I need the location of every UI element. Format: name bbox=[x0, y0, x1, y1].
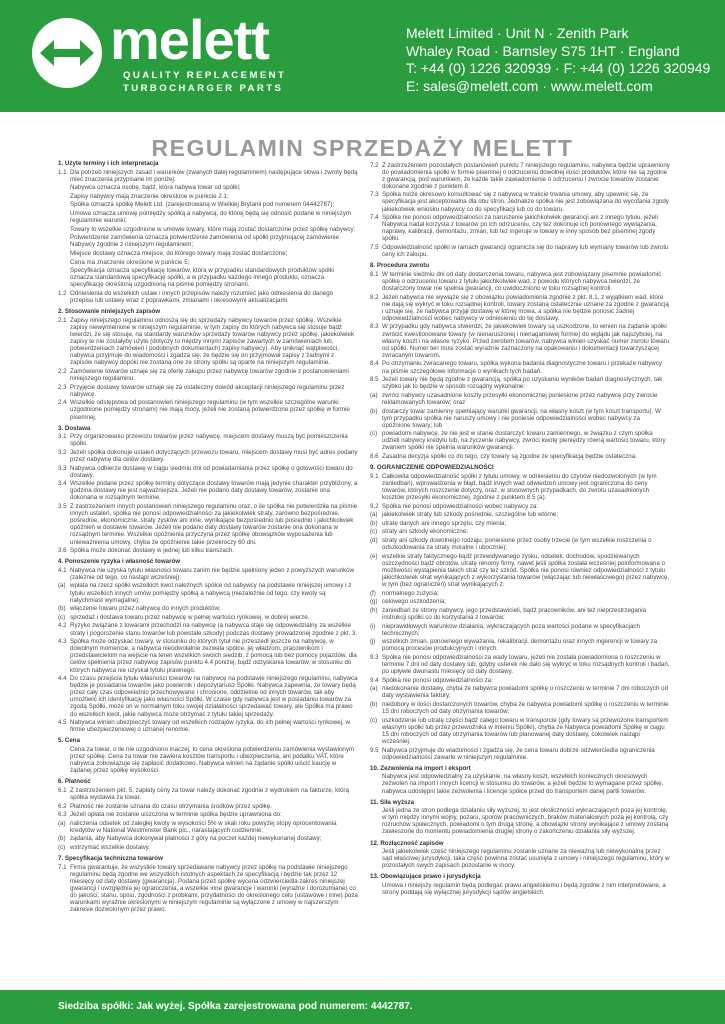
clause bbox=[370, 717, 670, 745]
clause bbox=[58, 567, 358, 581]
clause-text: normalnego zużycia; bbox=[382, 589, 439, 597]
clause-number: (c) bbox=[370, 430, 378, 438]
clause bbox=[370, 503, 670, 510]
clause bbox=[58, 480, 358, 501]
clause-number: (b) bbox=[58, 835, 66, 843]
clause-number: 4.5 bbox=[58, 719, 67, 727]
clause-number: (b) bbox=[58, 605, 66, 613]
clause bbox=[370, 191, 670, 212]
clause-text: żądania, aby Nabywca dokonywał płatności z góry na poczet każdej niewykonanej dostawy; bbox=[70, 835, 322, 843]
clause-number: 3.5 bbox=[58, 503, 67, 511]
right-column bbox=[370, 160, 670, 896]
paragraph: Jeśli jakiekolwiek część niniejszego regulaminu zostanie uznane za nieważną lub niewykonalną przez sąd właściwej jurysdykcji, taka część powinna zostać usunięta z umowy i niniejszego regulaminu, który w pozostałych swych zapisach pozostanie w mocy. bbox=[382, 848, 670, 870]
clause-text: zaniedbań ze strony nabywcy, jego przedstawicieli, bądź pracowników, ani też nieprzestrzegania instrukcji spółki co do korzystania z towarów; bbox=[382, 606, 647, 621]
section-heading: 1. Użyte terminy i ich interpretacja bbox=[58, 160, 159, 167]
clause-text: Nabywca winien ubezpieczyć towary od wszelkich rodzajów ryzyka, do ich pełnej wartości rynkowej, w firmie ubezpieczeniowej o uznanej renomie. bbox=[70, 719, 350, 734]
clause-number: 4.2 bbox=[58, 622, 67, 630]
clause-text: Z zastrzeżeniem innych postanowień niniejszego regulaminu oraz, o ile spółka nie potwierdziła na piśmie innych ustaleń, spółka nie ponosi odpowiedzialności za jakiekolwiek straty, zarówno bezpośrednie, pośrednie, ekonomiczne, straty zysków ani inne, wynikające bezpośrednio lub pośrednio i jakichkolwiek opóźnień w dostawie towarów. Jeżeli nie podano daty dostawy towarów zostanie ona dokonana w rozsądnym terminie. Wszelkie opóźnienia przyczyna przez spółkę obowiązków wyposażenia lub unieważnienia umowy, chyba że opóźnienie takie przekroczy 60 dni. bbox=[70, 503, 358, 546]
clause-number: 3.1 bbox=[58, 433, 67, 441]
clause-text: wszelkich zmian, ponownego wyważania, rekalibracji, demontażu oraz innych ingerencji w towary za pomocą procesów produkcyjnych i innych. bbox=[382, 638, 658, 653]
clause-text: Zamówienie towarów uznaje się za ofertę zakupu przez nabywcę towarów zgodnie z postanowieniami niniejszego regulaminu. bbox=[70, 367, 349, 383]
clause bbox=[370, 607, 670, 621]
clause-number: 8.5 bbox=[370, 376, 379, 384]
clause-number: (b) bbox=[370, 519, 378, 527]
clause bbox=[58, 675, 358, 718]
contact-phone-fax: T: +44 (0) 1226 320939 · F: +44 (0) 1226 320949 bbox=[406, 60, 711, 77]
clause bbox=[58, 290, 358, 304]
clause-number: 4.4 bbox=[58, 675, 67, 683]
clause-number: 9.1 bbox=[370, 472, 379, 480]
turbo-arrows-icon bbox=[40, 38, 94, 68]
clause bbox=[58, 582, 358, 603]
clause-text: nieprawidłowych warunków działania, wykraczających poza wartości podane w specyfikacjach technicznych; bbox=[382, 622, 640, 637]
paragraph: Nabywca jest odpowiedzialny za uzyskanie, na własny koszt, wszelkich koniecznych okresowych zezwoleń na import i innych licencji w stosunku do towarów, a jeżeli będzie to wymagane przez spółkę, nabywca udostępni takie zezwolenia i licencje spółce przed do transportem danej partii towarów. bbox=[382, 773, 664, 795]
clause-number: (c) bbox=[370, 528, 378, 536]
clause bbox=[370, 553, 670, 588]
clause bbox=[58, 384, 358, 398]
clause-text: straty ani szkody dowolnego rodzaju, poniesione przez osoby trzecie (w tym wszelkie roszczenia o odszkodowania za straty moralne i ubocznie); bbox=[382, 537, 652, 552]
clause-number: 9.2 bbox=[370, 502, 379, 510]
clause-number: 9.3 bbox=[370, 653, 379, 661]
clause bbox=[58, 465, 358, 479]
clause bbox=[370, 360, 670, 374]
clause-number: 3.2 bbox=[58, 448, 67, 456]
clause-text: Spółka może okresowo konsultować się z nabywcą w trakcie trwania umowy, aby upewnić się, że specyfikacja jest akceptowalna dla obu stron. Jednakże spółka nie jest zobowiązana do wycofania zgody jakiekolwiek wniosku nabywcy co do specyfikacji lub co do towaru. bbox=[382, 191, 669, 213]
clause-number: 7.5 bbox=[370, 244, 379, 252]
clause bbox=[58, 864, 358, 914]
clause bbox=[370, 162, 670, 190]
clause-text: niedokonanie dostawy, chyba że nabywca powiadomi spółkę o roszczeniu w terminie 7 dni roboczych od daty wystawienia faktury; bbox=[382, 685, 669, 700]
logo-tagline-1: QUALITY REPLACEMENT bbox=[123, 70, 287, 81]
clause-number: 1.1 bbox=[58, 168, 67, 176]
clause-number: (a) bbox=[370, 685, 378, 693]
section-heading: 5. Cena bbox=[58, 737, 81, 745]
clause bbox=[58, 835, 358, 842]
paragraph: Towary to wszelkie uzgodnione w umowie towary, które mają zostać dostarczone przez spółkę nabywcy; bbox=[70, 225, 356, 233]
clause-number: (d) bbox=[370, 537, 378, 544]
clause bbox=[370, 685, 670, 699]
clause bbox=[58, 614, 358, 621]
logo-circle bbox=[32, 18, 102, 88]
clause bbox=[370, 654, 670, 675]
paragraph: Umowa oznacza umowę pomiędzy spółką a nabywcą, do której będą się odnosić podane w niniejszym regulaminie warunki; bbox=[70, 210, 351, 225]
paragraph: Nabywca oznacza osobę, bądź, która nabywa towar od spółki; bbox=[70, 184, 241, 192]
clause-text: Po otrzymaniu zwracanego towaru, spółka wykona badania diagnostyczne towaru i przekaże nabywcy na piśmie szczegółowe informacje o wynikach tych badań. bbox=[382, 360, 662, 375]
clause-text: Firma gwarantuje, że wszystkie towary sprzedawane nabywcy przez spółkę na podstawie niniejszego regulaminu będą zgodne we wszystkich istotnych aspektach ze specyfikacją i będzie tak przez 12 miesięcy od daty dostawy (gwarancja). Podana przez spółkę wycena odzwierciedla zakres niniejszej gwarancji i uwzględnia jej ograniczenia, a wszelkie inne gwarancje i warunki (wyraźne i dorozumiane) co do jakości, stanu, opisu, zgodności z próbkami, przydatności do określonego celu (ustawowe i inne) poza warunkami wyraźnie określonymi w niniejszym regulaminie są wyłączone z umowy w najszerszym zakresie dozwolonym przez prawo. bbox=[70, 863, 358, 914]
clause-number: (c) bbox=[58, 613, 66, 621]
clause-text: jakiekolwiek straty lub szkody pośrednie, szczególne lub wtórne; bbox=[382, 511, 559, 519]
clause-text: wpłata na rzecz spółki wszelkich kwot należnych spółce od nabywcy na podstawie niniejszej umowy i z tytułu wszelkich innych umów pomiędzy spółką a nabywcą (niezależnie od tego, czy kwoty są natychmiast wymagalne); bbox=[70, 582, 352, 604]
header-banner bbox=[0, 0, 725, 112]
paragraph: Potwierdzenie zamówienia oznacza potwierdzenie zamówienia od spółki przyjmującej zamówienie Nabywcy zgodnie z niniejszym regulaminem; bbox=[70, 234, 339, 249]
clause bbox=[58, 503, 358, 546]
clause bbox=[58, 317, 358, 367]
paragraph: Cena ma znaczenie określone w punkcie 5; bbox=[70, 258, 190, 266]
clause bbox=[370, 520, 670, 527]
section-heading: 8. Procedura zwrotu bbox=[370, 262, 430, 270]
clause-number: 6.1 bbox=[58, 786, 67, 794]
clause-number: (e) bbox=[370, 552, 378, 560]
clause-number: 8.1 bbox=[370, 270, 379, 278]
clause-text: Zasadna decyzja spółki co do tego, czy towary są zgodne ze specyfikacją będzie ostateczna. bbox=[382, 453, 637, 461]
clause-text: uszkodzenie lub utratę części bądź całego towaru w transporcie (gdy towary są przewożone transportem własnym spółki lub przez przewoźnika w imieniu Spółki), chyba że Nabywca powiadomi Spółkę w ciągu 15 dni roboczych od daty otrzymania towarów lub planowanej daty dostawy, cokolwiek nastąpi wcześniej. bbox=[382, 716, 669, 745]
clause-number: (c) bbox=[370, 716, 378, 724]
clause-number: 6.3 bbox=[58, 811, 67, 819]
clause-number: 3.6 bbox=[58, 547, 67, 555]
clause bbox=[370, 323, 670, 358]
clause bbox=[370, 453, 670, 460]
clause bbox=[58, 368, 358, 382]
clause-number: (f) bbox=[370, 589, 376, 597]
clause bbox=[370, 214, 670, 242]
clause-number: 9.5 bbox=[370, 746, 379, 754]
clause bbox=[58, 803, 358, 810]
clause bbox=[58, 547, 358, 554]
clause bbox=[370, 376, 670, 390]
clause bbox=[58, 811, 358, 818]
clause-number: (a) bbox=[370, 511, 378, 519]
clause-number: 9.4 bbox=[370, 676, 379, 684]
clause-number: (c) bbox=[58, 844, 66, 852]
clause-number: 8.2 bbox=[370, 293, 379, 301]
clause-number: 3.3 bbox=[58, 464, 67, 472]
section-heading: 12. Rozłączność zapisów bbox=[370, 839, 444, 847]
clause bbox=[58, 820, 358, 834]
clause-text: Płatność nie zostanie uznana do czasu otrzymania środków przez spółkę. bbox=[70, 802, 272, 810]
clause-text: straty ani szkody ekonomiczne; bbox=[382, 528, 468, 536]
clause-number: (a) bbox=[58, 819, 66, 827]
clause-number: 2.3 bbox=[58, 383, 67, 391]
section-heading: 6. Płatność bbox=[58, 778, 91, 786]
clause-number: 7.3 bbox=[370, 191, 379, 199]
clause-number: 1.2 bbox=[58, 290, 67, 297]
clause bbox=[58, 622, 358, 636]
clause-number: 3.4 bbox=[58, 480, 67, 488]
clause-text: wszelkie straty faktycznego bądź przewidywanego zysku, odsetek, dochodów, spodziewanych oszczędności bądź obrotów, utratę renomy firmy, nawet jeśli spółka została wcześniej poinformowana o możliwości wystąpienia takich strat czy też szkód. Spółka nie ponosi również odpowiedzialności z tytułu jakichkolwiek strat wynikających z wykorzystania towarów (włączając lub niewłaściwego) przez nabywcę, w tym (bez ograniczeń) strat wynikających z: bbox=[382, 552, 670, 589]
logo-wordmark: melett bbox=[110, 8, 269, 71]
clause bbox=[58, 787, 358, 801]
clause-text: Odpowiedzialność spółki w ramach gwarancji ogranicza się do naprawy lub wymiany towarów lub zwrotu ceny ich zakupu. bbox=[382, 244, 669, 259]
clause-number: 4.3 bbox=[58, 638, 67, 646]
clause-text: Spółka nie ponosi odpowiedzialności wobec nabywcy za: bbox=[382, 502, 539, 510]
clause-number: (a) bbox=[58, 582, 66, 590]
clause-text: Nabywca nie uzyska tytułu własności towaru zanim nie będzie spełniony jeden z powyższych warunków (zależnie od tego, co nastąpi wcześniej): bbox=[70, 566, 355, 581]
clause bbox=[370, 392, 670, 406]
section-heading: 3. Dostawa bbox=[58, 424, 91, 432]
clause-number: 2.2 bbox=[58, 367, 67, 375]
clause bbox=[370, 623, 670, 637]
clause bbox=[58, 638, 358, 673]
section-heading: 9. OGRANICZENIE ODPOWIEDZIALNOŚCI bbox=[370, 464, 494, 472]
clause-text: włączenie towaru przez nabywcę do innych produktów; bbox=[70, 605, 221, 613]
clause bbox=[58, 449, 358, 463]
clause bbox=[370, 701, 670, 715]
document-title: REGULAMIN SPRZEDAŻY MELETT bbox=[151, 135, 574, 161]
clause bbox=[58, 844, 358, 851]
left-column bbox=[58, 160, 358, 913]
clause-text: Do czasu przejścia tytułu własności towarów na nabywcę na podstawie niniejszego regulaminu, nabywca będzie je posiadania towarów jako powiernik i depozytariusz Spółki. Nabywca zapewnia, że towary będą przez cały czas odpowiednio przechowywane i chronione, oddzielnie od innych towarów, tak aby umożliwić ich identyfikację jako własności Spółki. W czasie gdy nabywca jest w posiadaniu towarów za zgodą Spółki, może on w normalnym toku swojej działalności sprzedawać towary, ale Spółka ma prawo do wszelkich kwot, jakie nabywca może otrzymać z tytułu takiej sprzedaży. bbox=[70, 675, 358, 718]
contact-block bbox=[406, 25, 710, 95]
clause-number: 7.1 bbox=[58, 863, 67, 871]
clause-text: utratę danych ani innego sprzętu, czy mienia; bbox=[382, 519, 507, 527]
clause-text: Całkowita odpowiedzialność spółki z tytułu umowy, w odniesieniu do czynów niedozwolonych (w tym zaniedbań), wprowadzenia w błąd, bądź innych wad odwiedzeń umowy jest ograniczona do ceny towarów, których roszczenie dotyczy, oraz, w stosownych przypadkach, do zwrotu uzasadnionych kosztów przesyłki ekonomicznej, zgodnie z punktem 8.5 (a). bbox=[382, 472, 657, 502]
section-heading: 2. Stosowanie niniejszych zapisów bbox=[58, 308, 161, 316]
clause bbox=[370, 430, 670, 451]
clause bbox=[58, 399, 358, 420]
section-heading: 10. Zezwolenia na import i eksport bbox=[370, 764, 471, 772]
footer-bar: Siedziba spółki: Jak wyżej. Spółka zarejestrowana pod numerem: 4442787. bbox=[0, 990, 725, 1024]
clause-number: (h) bbox=[370, 606, 378, 614]
clause bbox=[58, 169, 358, 183]
clause-number: (b) bbox=[370, 700, 378, 708]
clause-text: Przyjęcie dostawy towarów uznaje się za ostateczny dowód akceptacji niniejszego regulaminu przez nabywcę. bbox=[70, 383, 345, 398]
paragraph: Spółka oznacza spółkę Melett Ltd. (zarejestrowaną w Wielkiej Brytanii pod numerem 04442787); bbox=[70, 201, 335, 209]
clause-text: Z zastrzeżeniem pozostałych postanowień punktu 7 niniejszego regulaminu, nabywca będzie uprawniony do powiadomienia spółki w formie pisemnej o odrzuceniu dowolnej ilości produktów, które nie są zgodne z gwarancją, pod warunkiem, że każde takie zawiadomienie o odrzuceniu i zwrocie towarów zostanie dokonane zgodnie z punktem 8. bbox=[382, 161, 670, 190]
clause-text: Odniesienia do wszelkich ustaw i innych przepisów należy rozumieć jako odniesienia do danego przepisu lub ustawy wraz z poprawkami, zmianami i okresowymi aktualizacjami. bbox=[70, 290, 334, 305]
clause-number: (b) bbox=[370, 407, 378, 415]
clause bbox=[370, 511, 670, 518]
clause-text: celowego uszkodzenia; bbox=[382, 598, 446, 606]
section-heading: 7. Specyfikacja techniczna towarów bbox=[58, 855, 163, 863]
clause-number: 8.6 bbox=[370, 453, 379, 461]
clause-text: Przy organizowaniu przewozu towarów przez nabywcę, miejscem dostawy muszą być pomieszczenia spółki. bbox=[70, 433, 348, 448]
section-heading: 11. Siła wyższa bbox=[370, 798, 415, 806]
clause-number: 7.4 bbox=[370, 214, 379, 222]
clause-text: Nabywca przyjmuje do wiadomości i zgadza się, że cena towaru dobrze odzwierciedla ograniczenia odpowiedzialności zawarte w niniejszym regulaminie. bbox=[382, 746, 655, 761]
clause bbox=[370, 590, 670, 597]
clause-text: Zapisy niniejszego regulaminu odnoszą się do sprzedaży nabywcy towarów przez spółkę. Wszelkie zapisy niewymienione w niniejszym regulaminie, w tym zapisy do których nabywca się stosuje bądź twierdzi, że się stosuje, na standardy warunków sprzedaży towarów nabywcy przez spółkę, jakiekolwiek zapisy te nie zostałyby użyte (dotyczy to między innymi zapisów zawartych w zamówieniach lub, potwierdzeniach zamówień i podobnych dokumentach) zapisy nabywcy). Aby uniknąć wątpliwości, nabywca przyjmuje do wiadomości i zgadza się, że będzie się on przyjmował zapisy z żadnymi z zapisów nabywcy dopóki nie zostaną one ze strony spółki są oparte na niniejszym regulaminie. bbox=[70, 316, 355, 367]
paragraph: Umowa i niniejszy regulamin będą podlegać prawu angielskiemu i będą zgodne z nim interpretowane, a strony poddają się wyłącznej jurysdykcji sądów angielskich. bbox=[382, 882, 666, 897]
paragraph: Miejsce dostawy oznacza miejsce, do którego towary mają zostać dostarczone; bbox=[70, 250, 288, 258]
clause-text: Spółka może dokonać dostawy w jednej lub kilku transzach. bbox=[70, 547, 235, 555]
contact-address-line-2: Whaley Road · Barnsley S75 1HT · England bbox=[406, 42, 680, 59]
clause-text: Jeżeli nabywca nie wywiąże się z obowiązku powiadomienia zgodnie z pkt. 8.1, z wyjątkiem wad, które nie dają się wykryć w toku rozsądnej kontroli, towary zostaną ostatecznie uznane za zgodne z gwarancją i uznaje się, że nabywca przyjął dostawę w której mowa, a spółka nie będzie ponosić żadnej odpowiedzialności wobec nabywcy w odniesieniu do tej dostawy. bbox=[382, 293, 669, 322]
clause bbox=[370, 638, 670, 652]
paragraph: Cena za towar, o ile nie uzgodniono inaczej, to cena określona potwierdzeniu zamówienia wystawionym przez spółkę. Cena za towar nie zawiera kosztów transportu i ubezpieczenia, ani podatku VAT, które nabywca zobowiązuje się zapłacić dodatkowo. Nabywca winien na żądanie spółki uiścić kaucję w żądanej przez spółkę wysokości. bbox=[70, 745, 355, 775]
clause bbox=[370, 598, 670, 605]
clause-number: (g) bbox=[370, 598, 378, 606]
clause-text: niedobory w ilości dostarczonych towarów, chyba że nabywca powiadomi spółkę o roszczeniu w terminie 15 dni roboczych od daty otrzymania towarów; bbox=[382, 700, 669, 716]
clause-number: 7.2 bbox=[370, 161, 379, 169]
clause bbox=[370, 537, 670, 551]
clause-number: (a) bbox=[370, 391, 378, 399]
clause bbox=[370, 528, 670, 535]
clause-text: Nabywca odbierze dostawę w ciągu siedmiu dni od powiadamiania przez spółkę o gotowości towaru do dostawy. bbox=[70, 464, 353, 479]
clause bbox=[58, 605, 358, 612]
clause-text: Jeżeli towary nie będą zgodne z gwarancją, spółka po uzyskaniu wyników badań diagnostycznych, tak szybko jak to będzie w sposób rozsądny wykonalne: bbox=[382, 376, 663, 391]
clause bbox=[370, 408, 670, 429]
clause-number: 2.1 bbox=[58, 316, 67, 324]
clause bbox=[370, 473, 670, 501]
clause-text: sprzedaż i dostawa towaru przez nabywcę w pełnej wartości rynkowej, w dobrej wierze. bbox=[70, 613, 310, 621]
contact-email-web[interactable]: E: sales@melett.com · www.melett.com bbox=[406, 77, 653, 94]
clause-number: 8.3 bbox=[370, 323, 379, 331]
contact-address-line-1: Melett Limited · Unit N · Zenith Park bbox=[406, 25, 629, 41]
clause bbox=[370, 294, 670, 322]
clause-number: 4.1 bbox=[58, 566, 67, 574]
clause-text: powiadomi nabywcę, że nie jest w stanie dostarczyć towaru zamiennego, w związku z czym spółka udzieli nabywcy kredytu lub, na życzenie nabywcy, zwróci kwotę pieniędzy równą wartości towaru, który zwaniem spółki nie spełnia warunków gwarancji. bbox=[382, 430, 666, 452]
section-heading: 13. Obowiązujące prawo i jurysdykcja bbox=[370, 873, 481, 881]
logo-tagline-2: TURBOCHARGER PARTS bbox=[123, 83, 284, 94]
clause-text: Dla potrzeb niniejszych zasad i warunków (zwanych dalej regulaminem) następujące słowa i zwroty będą mieć znaczenia przypisane im poniżej: bbox=[70, 168, 358, 183]
clause bbox=[370, 677, 670, 684]
clause bbox=[370, 271, 670, 292]
clause-text: W przypadku gdy nabywca stwierdzi, że jakiekolwiek towary są uszkodzone, to winien na żądanie spółki zwrócić kwestionowane towary (w nienaruszonej i nienaganiowej formie) do wglądu jak najszybciej, na własny koszt i na własne ryzyko. Przed zwrotem towarów, nabywca winien uzyskać numer zwrotu towaru od spółki. Numer ten musi zostać wyraźnie zaznaczony na opakowaniu i dokumentacji towarzyszącej zwracanym towarom. bbox=[382, 323, 670, 359]
section-heading: 4. Ponoszenie ryzyka i własność towarów bbox=[58, 558, 181, 566]
clause-text: dostarczy towar zamienny spełniający warunki gwarancji, na własny koszt (w tym koszt transportu). W tym przypadku spółka nie naruszy umowy i nie poniesie odpowiedzialności wobec nabywcy za opóźnione towary; lub bbox=[382, 407, 661, 429]
clause bbox=[58, 433, 358, 447]
clause-number: 6.2 bbox=[58, 802, 67, 810]
paragraph: Jeśli jedna ze stron podlega działaniu siły wyższej, to jest okoliczności wykraczających poza jej kontrolę, w tym między innymi wojny, pożaru, sporów pracowniczych, braków materiałowych poza jej kontrolą, czy rozruchów społecznych, powiadomi o tym drugą stronę, a obowiązki strony wynikające z umowy zostaną zawieszone do momentu powiadomienia drugiej strony o zakończeniu działania siły wyższej. bbox=[382, 807, 669, 836]
clause-text: Jeżeli spółka dokonuje ustaleń dotyczących przewozu towaru, miejscem dostawy musi być adres podany przez nabywcę dla celów dostawy. bbox=[70, 448, 358, 463]
clause-text: wstrzymać wszelkie dostawy. bbox=[70, 844, 150, 852]
paragraph: Specyfikacja oznacza specyfikację towarów, która w przypadku standardowych produktów spółki oznacza standardową specyfikację spółki, a w przypadku każdego innego produktu, oznacza specyfikację określoną uzgodnioną na piśmie pomiędzy stronami. bbox=[70, 267, 335, 289]
clause-number: (i) bbox=[370, 622, 376, 630]
clause-text: Ryzyko związane z towarami przechodzi na nabywcę (a nabywca staje się odpowiedzialny za wszelkie straty i pogorszenie stanu towarów lub powstałe szkody) podczas dostawy prowadzonej zgodnie z pkt. 3. bbox=[70, 622, 358, 637]
clause-text: Spółka nie ponosi odpowiedzialności za: bbox=[382, 676, 493, 684]
clause-text: Wszelkie odstępstwa od postanowień niniejszego regulaminu (w tym wszelkie szczególne warunki uzgodnione pomiędzy stronami) nie mają mocy, jeżeli nie zostaną potwierdzone przez spółkę w formie pisemnej. bbox=[70, 399, 350, 421]
clause-number: (j) bbox=[370, 638, 376, 646]
clause-text: Spółka może odzyskać towary, w stosunku do których tytuł nie przeszedł jeszcze na nabywcę, w dowolnym momencie, a nabywca nieodwołalnie zezwala spółce, jej władzom, pracownikom i przedstawicielom na wejście na teren wszelkich swoich siedzib, z pomocą lub bez pomocy pojazdów, dla celów spełnienia przez nabywcę zapisów punktu 4.4 poniżej, bądź odzyskania towarów, w stosunku do których nabywca nie uzyskał tytułu prawnego. bbox=[70, 638, 357, 674]
clause-text: zwróci nabywcy uzasadnione koszty przesyłki ekonomicznej poniesione przez nabywcę przy zwrocie reklamowanych towarów; oraz bbox=[382, 391, 658, 406]
clause bbox=[58, 719, 358, 733]
paragraph: Zapisy nabywcy mają znaczenie określone w punkcie 2.1; bbox=[70, 192, 229, 200]
clause bbox=[370, 244, 670, 258]
clause-text: naliczenia odsetek od zaległej kwoty w wysokości 5% w skali roku powyżej stopy oprocentowania kredytów w National Westminster Bank plc., narastających codziennie; bbox=[70, 819, 337, 834]
clause-text: Spółka nie ponosi odpowiedzialności za wady towaru, jeżeli nie została powiadomiona o roszczeniu w terminie 7 dni od daty dostawy lub, gdyby usterek nie dało się wykryć w toku rozsądnych kontroli i badań, po upływie dwunastu miesięcy od daty dostawy. bbox=[382, 653, 670, 676]
clause-text: Spółka nie ponosi odpowiedzialności za naruszenie jakichkolwiek gwarancji ani z innego tytułu, jeżeli Nabywca nadal korzysta z towarów po ich odrzuceniu, czy też dokonuje ich ponownego wywiązania, naprawy, kalibracji, demontażu, zmian, lub też ingeruje w towary w inny sposób bez pisemnej zgody spółki. bbox=[382, 214, 658, 243]
clause-text: W terminie siedmiu dni od daty dostarczenia towaru, nabywca jest zobowiązany pisemnie powiadomić spółkę o odrzuceniu towaru z tytułu jakichkolwiek wad, z powodu których nabywca twierdzi, że dostarczony towar nie spełnia gwarancji, co uwidoczniono w toku rozsądnej kontroli. bbox=[382, 270, 662, 292]
clause-number: 8.4 bbox=[370, 360, 379, 368]
clause-text: Z zastrzeżeniem pkt. 5, zapłaty ceny za towar należy dokonać zgodnie z wydrukiem na fakturze, którą spółka wystawia za towar. bbox=[70, 786, 349, 801]
clause bbox=[370, 747, 670, 761]
clause-text: Wszelkie podane przez spółkę terminy dotyczące dostawy towarów mają jedynie charakter przybliżony, a godzina dostawy nie jest najważniejsza. Jeżeli nie podano daty dostawy towarów, zostanie ona dokonana w rozsądnym terminie. bbox=[70, 480, 358, 502]
clause-text: Jeżeli opłata nie zostanie uiszczona w terminie spółka będzie uprawniona do: bbox=[70, 811, 282, 819]
clause-number: 2.4 bbox=[58, 399, 67, 407]
